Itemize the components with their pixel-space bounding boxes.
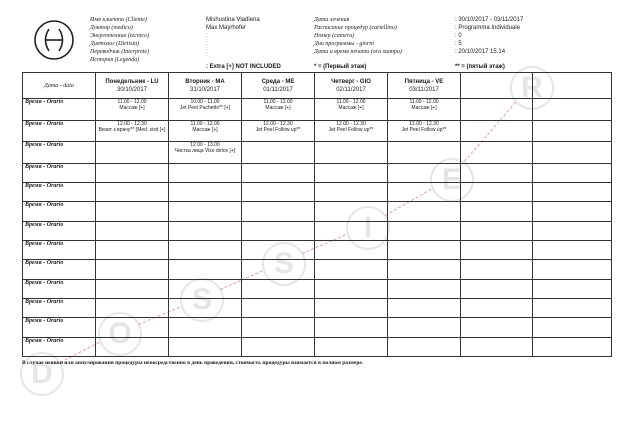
table-row [23,120,612,142]
schedule-cell [242,120,315,142]
table-row [23,142,612,164]
schedule-cell [388,202,461,221]
row-time-label: Время - Orario [23,240,96,259]
schedule-cell [388,298,461,317]
schedule-cell [315,182,388,201]
schedule-cell [533,221,612,240]
schedule-cell [388,120,461,142]
slot-procedure: Jet Peel Follow up** [255,126,301,133]
schedule-cell [461,120,533,142]
schedule-cell [96,318,169,337]
schedule-cell [96,221,169,240]
schedule-cell [242,298,315,317]
table-row [23,337,612,356]
watermark-letter: S [180,278,224,322]
schedule-cell [533,163,612,182]
slot-procedure: Массаж [+] [411,105,437,111]
row-time-label: Время - Orario [23,163,96,182]
schedule-cell [169,182,242,201]
schedule-cell [533,279,612,298]
schedule-cell [461,221,533,240]
schedule-cell [388,99,461,121]
day-header [242,73,315,99]
schedule-cell [169,202,242,221]
schedule-cell [169,142,242,164]
watermark-letter: E [430,158,474,202]
right-labels-item: Дни программы - giorni [314,41,375,47]
schedule-cell [96,120,169,142]
schedule-table [22,72,612,357]
day-date: 30/10/2017 [116,86,148,93]
schedule-cell [242,260,315,279]
row-time-label: Время - Orario [23,298,96,317]
schedule-cell [388,240,461,259]
schedule-cell [315,337,388,356]
schedule-cell [96,163,169,182]
day-name: Пятница - VE [404,78,444,85]
right-values-item: : 30/10/2017 - 03/11/2017 [455,17,524,23]
left-values-item: : [206,33,208,39]
schedule-cell [533,318,612,337]
schedule-cell [169,163,242,182]
schedule-cell [169,240,242,259]
table-row [23,182,612,201]
schedule-cell [533,240,612,259]
slot-time: 11.00 - 12.00 [190,120,220,127]
day-header [169,73,242,99]
schedule-cell [315,318,388,337]
schedule-cell [388,279,461,298]
slot-procedure: Jet Peel Pachetto** [+] [179,105,231,111]
day-date: 31/10/2017 [189,86,221,93]
slot-time: 11.00 - 12.00 [263,99,293,105]
schedule-cell [315,99,388,121]
right-labels-item: Дата и время печати (ora stampa) [314,49,402,55]
schedule-cell [315,279,388,298]
schedule-cell [169,221,242,240]
schedule-cell [388,163,461,182]
schedule-cell [169,337,242,356]
watermark-letter: R [510,66,554,110]
slot-time: 12.00 - 12.30 [117,120,147,127]
slot-time: 11.00 - 12.00 [409,99,439,105]
schedule-cell [388,260,461,279]
schedule-cell [388,182,461,201]
schedule-cell [96,182,169,201]
table-header-row [23,73,612,99]
day-date: 02/11/2017 [336,86,366,93]
table-row [23,260,612,279]
day-header [315,73,388,99]
schedule-cell [96,240,169,259]
schedule-cell [461,202,533,221]
schedule-cell [315,142,388,164]
schedule-cell [533,260,612,279]
schedule-cell [461,163,533,182]
schedule-cell [169,120,242,142]
day-header [96,73,169,99]
schedule-cell [169,318,242,337]
clinic-logo [32,18,76,62]
schedule-cell [388,318,461,337]
schedule-cell [461,298,533,317]
left-labels-item: Диетолог (Dietista) [90,41,140,47]
schedule-cell [315,221,388,240]
row-time-label: Время - Orario [23,279,96,298]
schedule-cell [169,279,242,298]
schedule-cell [461,99,533,121]
left-labels-item: Имя клиента (Cliente) [90,17,147,23]
schedule-cell [96,260,169,279]
empty-header [461,73,533,99]
left-values-item: Mishustina Vladlena [206,17,260,23]
schedule-cell [461,142,533,164]
schedule-cell [96,337,169,356]
watermark-letter: O [98,312,142,356]
day-date: 01/11/2017 [263,86,293,93]
left-values-item: : [206,41,208,47]
table-row [23,279,612,298]
table-row [23,240,612,259]
day-date: 03/11/2017 [409,86,439,93]
schedule-cell [96,99,169,121]
table-row [23,221,612,240]
schedule-cell [388,142,461,164]
schedule-cell [315,202,388,221]
row-time-label: Время - Orario [23,99,96,121]
slot-procedure: Jet Peel Follow up** [328,126,374,133]
schedule-cell [461,240,533,259]
row-time-label: Время - Orario [23,182,96,201]
left-labels-item: Переводчик (Interprete) [90,49,150,55]
schedule-cell [533,298,612,317]
slot-time: 12.00 - 13.00 [190,142,220,148]
schedule-cell [169,99,242,121]
schedule-cell [533,202,612,221]
schedule-cell [96,202,169,221]
schedule-cell [315,163,388,182]
schedule-cell [461,337,533,356]
schedule-cell [169,298,242,317]
watermark-letter: S [262,242,306,286]
schedule-cell [96,142,169,164]
schedule-cell [315,260,388,279]
schedule-cell [242,318,315,337]
schedule-cell [242,221,315,240]
schedule-cell [388,337,461,356]
day-name: Вторник - MA [185,78,225,85]
row-time-label: Время - Orario [23,142,96,164]
slot-procedure: Jet Peel Follow up** [401,126,447,133]
row-time-label: Время - Orario [23,221,96,240]
schedule-cell [315,298,388,317]
schedule-cell [533,337,612,356]
schedule-cell [461,182,533,201]
slot-procedure: Массаж [+] [119,105,145,111]
schedule-cell [242,163,315,182]
slot-procedure: Визит к врачу** (Med. visit [+] [98,126,166,133]
schedule-cell [96,279,169,298]
table-row [23,163,612,182]
right-values-item: : 20/10/2017 15.14 [455,49,506,55]
schedule-cell [533,182,612,201]
schedule-cell [533,142,612,164]
slot-time: 12.00 - 12.30 [263,120,293,127]
slot-procedure: Массаж [+] [192,126,218,133]
table-row [23,298,612,317]
day-header [388,73,461,99]
schedule-cell [242,337,315,356]
schedule-cell [242,240,315,259]
table-row [23,202,612,221]
slot-time: 10.00 - 11.00 [190,99,220,105]
watermark-letter: D [20,352,64,396]
slot-procedure: Массаж [+] [265,105,291,111]
row-time-label: Время - Orario [23,120,96,142]
right-labels-item: Дата лечения [314,17,350,23]
right-values-item: : Programma Individuale [455,25,521,31]
legend-fifth-floor: ** = (пятый этаж) [455,64,505,70]
left-labels-item: Энерготехник (tecnico) [90,33,150,39]
slot-time: 12.00 - 12.30 [409,120,439,127]
schedule-cell [315,240,388,259]
schedule-cell [461,279,533,298]
watermark-letter: I [346,206,390,250]
day-name: Понедельник - LU [105,78,159,85]
left-values-item: Max Mayrhofer [206,25,247,31]
schedule-cell [461,260,533,279]
row-time-label: Время - Orario [23,318,96,337]
right-values-item: : 0 [455,33,462,39]
slot-time: 11.00 - 12.00 [336,99,366,105]
schedule-cell [461,318,533,337]
schedule-cell [315,120,388,142]
schedule-cell [533,99,612,121]
empty-header [533,73,612,99]
row-time-label: Время - Orario [23,260,96,279]
table-row [23,99,612,121]
slot-procedure: Чистка лица Viso detox [+] [174,148,236,154]
slot-time: 12.00 - 12.30 [336,120,366,127]
slot-procedure: Массаж [+] [338,105,364,111]
row-time-label: Время - Orario [23,337,96,356]
schedule-cell [242,142,315,164]
schedule-cell [242,99,315,121]
schedule-cell [242,202,315,221]
schedule-cell [169,260,242,279]
day-name: Среда - ME [261,78,295,85]
left-values-item: : [206,49,208,55]
schedule-cell [388,221,461,240]
legend-first-floor: * = (Первый этаж) [314,64,367,70]
slot-time: 11.00 - 12.00 [117,99,147,105]
table-row [23,318,612,337]
legend-extra: : Extra [+] NOT INCLUDED [206,64,281,70]
left-labels-item: Доктор (medico) [90,25,133,31]
right-labels-item: Расписание процедур (cartellino) [314,25,397,31]
schedule-cell [242,182,315,201]
row-time-label: Время - Orario [23,202,96,221]
right-values-item: : 5 [455,41,462,47]
right-labels-item: Номер (camera) [314,33,355,39]
corner-label: Дата - data [23,73,96,99]
cancellation-notice: В случае неявки или аннулирования процедуры непосредственно в день проведения, стоимость процедуры взимается в полном размере. [22,360,364,366]
day-name: Четверг - GIO [331,78,371,85]
schedule-cell [242,279,315,298]
schedule-cell [96,298,169,317]
left-labels-item: История (Legenda) [90,57,140,63]
schedule-cell [533,120,612,142]
